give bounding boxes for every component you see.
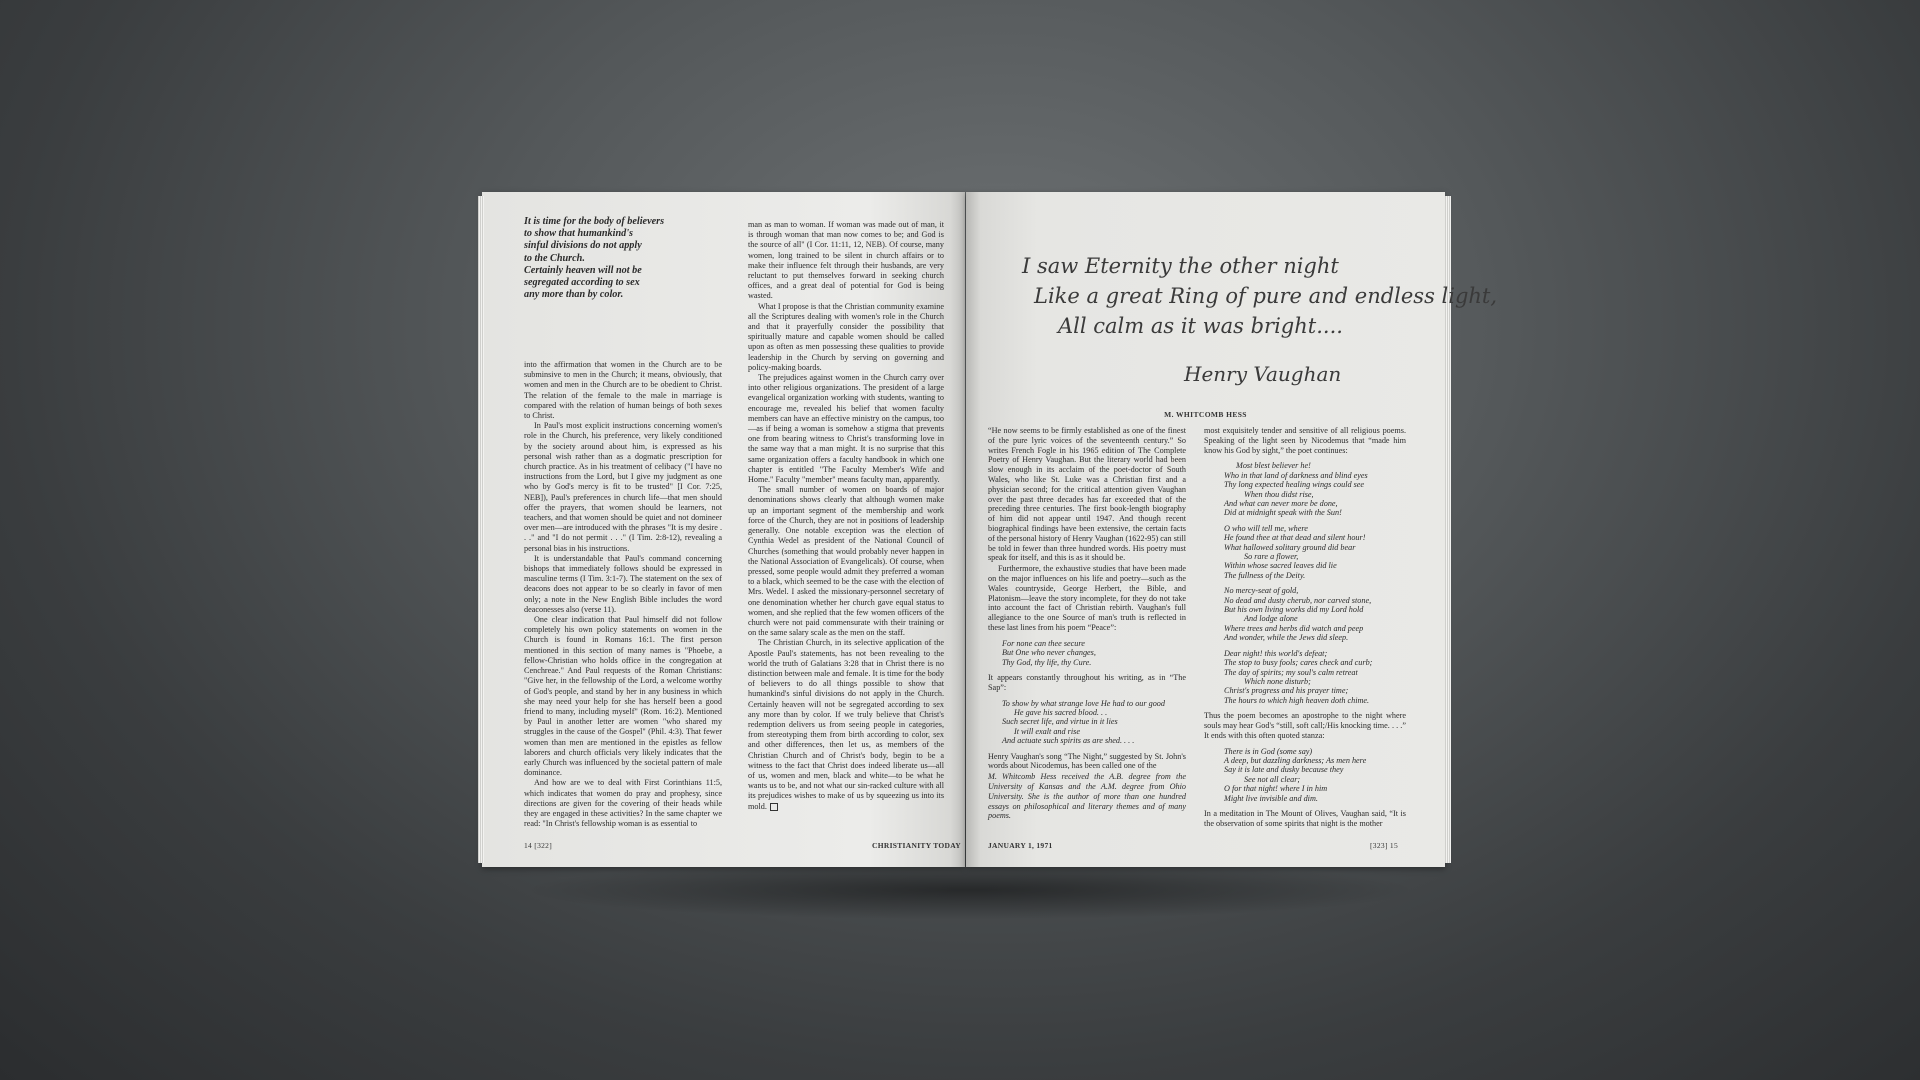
left-page-edge [478,196,484,863]
poem-line: See not all clear; [1244,774,1301,784]
page-number-right: [323] 15 [1370,841,1399,850]
poem-line: But his own living works did my Lord hold [1224,605,1364,615]
poem-line: And lodge alone [1244,614,1298,624]
poem-line: Where trees and herbs did watch and peep [1224,623,1364,633]
paragraph [748,638,944,811]
paragraph: In a meditation in The Mount of Olives, Vaughan said, “It is the observation of some spirits that night is the mother [1204,808,1406,828]
poem-line: When thou didst rise, [1244,489,1314,499]
pull-quote-line: It is time for the body of believers [524,216,665,227]
poem-script-line: I saw Eternity the other night [1022,254,1339,278]
end-mark-icon [770,803,778,811]
poem-line: And what can never more be done, [1224,499,1338,509]
poem-line: So rare a flower, [1244,552,1299,562]
paragraph: In Paul's most explicit instructions concerning women's role in the Church, his preference, very likely conditioned by the society around about him, is expressed as his personal wish rather than as a dogmatic prescription for church practice. As in his treatment of celibacy ("I have no instructions from the Lord, but I give my judgment as one who by God's mercy is fit to be trusted" [I Cor. 7:25, NEB]), Paul's preferences in church life—that men should offer the prayers, that women should be learners, not teachers, and that women should be quiet and not domineer over men—are introduced with the phrases "It is my desire . . ." and "I do not permit . . ." (I Tim. 2:8-12), revealing a personal bias in his instructions. [524,421,722,553]
pull-quote-line: segregated according to sex [524,277,640,289]
page-number-left: 14 [322] [524,841,553,850]
poem-line: Thy long expected healing wings could see [1224,480,1365,490]
paragraph: It appears constantly throughout his writing, as in “The Sap”: [988,672,1186,692]
paragraph-text: The Christian Church, in its selective application of the Apostle Paul's statements, has not been revealing to the world the truth of Galatians 3:28 that in Christ there is no distinction between male and female. It is time for the body of believers to do all things possible to show that humankind's sinful divisions do not apply in the Church. Certainly heaven will not be segregated according to sex any more than by color. If we truly believe that Christ's redemption delivers us from seeing people in categories, from stereotyping them from birth according to color, sex and other differences, then let us, as members of the Christian Church and of Christ's body, begin to be a witness to the fact that Christ does indeed liberate us—all of us, women and men, black and white—to be what he wants us to be, and not what our sin-racked culture with all its prejudices wishes to make of us by squeezing us into its mold. [748,638,944,811]
pull-quote [524,216,694,301]
poem-line: Within whose sacred leaves did lie [1224,561,1337,571]
right-column-2 [1204,426,1406,836]
poem-line: Who in that land of darkness and blind eyes [1224,470,1368,480]
poem-line: And actuate such spirits as are shed. . . . [1002,736,1135,746]
magazine-shadow [520,860,1420,920]
poem-line: But One who never changes, [1002,648,1096,658]
paragraph: The small number of women on boards of major denominations shows clearly that although women make up an important segment of the membership and work force of the Church, they are not in positions of leadership generally. One notable exception was the election of Cynthia Wedel as president of the National Council of Churches (something that would probably never happen in the National Association of Evangelicals). Of course, when pressed, some people would admit they preferred a woman to a black, which seemed to be the case with the election of Mrs. Wedel. I asked the missionary-personnel secretary of one denomination whether her church gave equal status to women, and she replied that the few women officers of the church were not paid commensurate with their training or on the same salary scale as the men on the staff. [748,485,944,638]
poem-night-stanza [1224,524,1406,580]
poem-script-line: Like a great Ring of pure and endless light, [1034,284,1498,308]
magazine-name: CHRISTIANITY TODAY [872,841,961,850]
open-magazine [482,192,1498,867]
poem-line: There is in God (some say) [1224,746,1313,756]
poem-line: Such secret life, and virtue in it lies [1002,717,1118,727]
paragraph: What I propose is that the Christian community examine all the Scriptures dealing with women's role in the Church and that it prayerfully consider the possibility that spiritually mature and capable women should be called upon as often as men possessing these qualities to provide leadership in the Church by serving on governing and policy-making boards. [748,301,944,372]
left-page [482,192,965,867]
poem-line: Thy God, thy life, thy Cure. [1002,657,1092,667]
poem-night-final-stanza [1224,747,1406,803]
poem-line: No mercy-seat of gold, [1224,586,1299,596]
poem-line: The fullness of the Deity. [1224,570,1306,580]
poem-line: He gave his sacred blood. . . [1014,707,1108,717]
poem-line: Most blest believer he! [1236,461,1311,471]
poem-line: He found thee at that dead and silent hour! [1224,533,1366,543]
pull-quote-line: any more than by color. [524,289,624,301]
poem-line: It will exalt and rise [1014,726,1080,736]
poem-line: And wonder, while the Jews did sleep. [1224,633,1349,643]
author-byline: M. WHITCOMB HESS [1164,410,1247,419]
pull-quote-line: to show that humankind's [524,228,633,240]
poem-line: O for that night! where I in him [1224,784,1328,794]
poem-line: For none can thee secure [1002,638,1085,648]
poem-line: What hallowed solitary ground did bear [1224,542,1356,552]
poem-author-signature: Henry Vaughan [1184,362,1342,386]
right-column-1 [988,426,1186,836]
poem-line: Dear night! this world's defeat; [1224,648,1328,658]
left-column-2 [748,220,944,832]
paragraph: The prejudices against women in the Church carry over into other religious organizations. The president of a large evangelical organization working with students, wanting to encourage me, revealed his belief that women faculty members can have an effective ministry on the campus, too—as if being a woman is somehow a stigma that prevents one from bearing witness to Christ's transforming love in the same way that a man might. It is no surprise that this same organization offers a faculty handbook in which one chapter is entitled "The Faculty Member's Wife and Home." Faculty "member" means faculty man, apparently. [748,373,944,485]
paragraph: most exquisitely tender and sensitive of all religious poems. Speaking of the light seen by Nicodemus that “made him know his God by sight,” the poet continues: [1204,426,1406,455]
paragraph: One clear indication that Paul himself did not follow completely his own policy statements on women in the Church is found in Romans 16:1. The first person mentioned in this section of many names is "Phoebe, a fellow-Christian who holds office in the congregation at Cenchreae." And Paul requests of the Roman Christians: "Give her, in the fellowship of the Lord, a welcome worthy of God's people, and stand by her in any business in which she may need your help for she has herself been a good friend to many, including myself" (Rom. 16:2). Mentioned by Paul in another letter are women "who shared my struggles in the cause of the Gospel" (Phil. 4:3). That fewer women than men are mentioned in the epistles as fellow laborers and church officials very likely indicates that the early Church was influenced by the societal pattern of male dominance. [524,615,722,778]
poem-night-stanza [1224,649,1406,705]
issue-date: JANUARY 1, 1971 [988,841,1053,850]
poem-night-stanza [1224,461,1406,517]
paragraph: Furthermore, the exhaustive studies that have been made on the major influences on his life and poetry—such as the Wales countryside, George Herbert, the Bible, and Platonism—leave the story incomplete, for they do not take into account the fact of Christian rebirth. Vaughan's full allegiance to the one Source of man's truth is reflected in these last lines from his poem “Peace”: [988,564,1186,632]
poem-line: O who will tell me, where [1224,523,1308,533]
pull-quote-line: sinful divisions do not apply [524,240,642,252]
poem-sap [1002,699,1186,746]
poem-line: No dead and dusty cherub, nor carved stone, [1224,595,1372,605]
paragraph: man as man to woman. If woman was made out of man, it is through woman that man now comes to be; and God is the source of all" (I Cor. 11:11, 12, NEB). Of course, many women, long trained to be silent in church affairs or to make their influence felt through their husbands, are very reluctant to put themselves forward in seeking church offices, and a great deal of potential for God is being wasted. [748,220,944,301]
poem-line: Christ's progress and his prayer time; [1224,686,1349,696]
paragraph: Thus the poem becomes an apostrophe to the night where souls may hear God's “still, soft call;/His knocking time. . . .” It ends with this often quoted stanza: [1204,711,1406,740]
poem-line: Say it is late and dusky because they [1224,765,1344,775]
pull-quote-line: to the Church. [524,252,585,264]
paragraph: “He now seems to be firmly established as one of the finest of the pure lyric voices of the seventeenth century.” So writes French Fogle in his 1965 edition of The Complete Poetry of Henry Vaughan. But the literary world had been slow enough in its acclaim of the poet-doctor of South Wales, who like St. Luke was a Christian first and a physician second; for the critical attention given Vaughan over the past three decades has far exceeded that of the preceding three centuries. The first book-length biography of him did not appear until 1947. And though recent biographical findings have been extensive, the certain facts of the personal history of Henry Vaughan (1622-95) can still be told in fewer than three hundred words. His poetry must speak for itself, and this is as it should be. [988,426,1186,563]
author-bio: M. Whitcomb Hess received the A.B. degree from the University of Kansas and the A.M. degree from Ohio University. She is the author of more than one hundred essays on philosophical and literary themes and of many poems. [988,772,1186,821]
poem-line: Which none disturb; [1244,676,1311,686]
poem-script-line: All calm as it was bright.... [1058,314,1343,338]
pull-quote-line: Certainly heaven will not be [524,264,642,276]
poem-line: Did at midnight speak with the Sun! [1224,508,1342,518]
poem-line: The day of spirits; my soul's calm retreat [1224,667,1358,677]
poem-line: A deep, but dazzling darkness; As men here [1224,755,1367,765]
left-column-1 [524,360,722,830]
paragraph: And how are we to deal with First Corinthians 11:5, which indicates that women do pray and prophesy, since directions are given for the covering of their heads while they are engaged in these activities? In the same chapter we read: "In Christ's fellowship woman is as essential to [524,778,722,829]
paragraph: into the affirmation that women in the Church are to be subminsive to men in the Church; it means, obviously, that women and men in the Church are to be obedient to Christ. The relation of the female to the male in marriage is compared with the relation of human beings of both sexes to Christ. [524,360,722,421]
paragraph: Henry Vaughan's song “The Night,” suggested by St. John's words about Nicodemus, has been called one of the [988,751,1186,771]
paragraph: It is understandable that Paul's command concerning bishops that immediately follows should be expressed in masculine terms (I Tim. 3:1-7). The statement on the sex of deacons does not appear to be so clearly in favor of men only; a note in the New English Bible includes the word deaconesses also (verse 11). [524,553,722,614]
poem-peace [1002,639,1186,667]
poem-line: The stop to busy fools; cares check and curb; [1224,658,1373,668]
right-page [966,192,1498,867]
poem-line: To show by what strange love He had to our good [1002,698,1165,708]
poem-night-stanza [1224,586,1406,642]
poem-line: The hours to which high heaven doth chime. [1224,695,1370,705]
poem-line: Might live invisible and dim. [1224,793,1318,803]
